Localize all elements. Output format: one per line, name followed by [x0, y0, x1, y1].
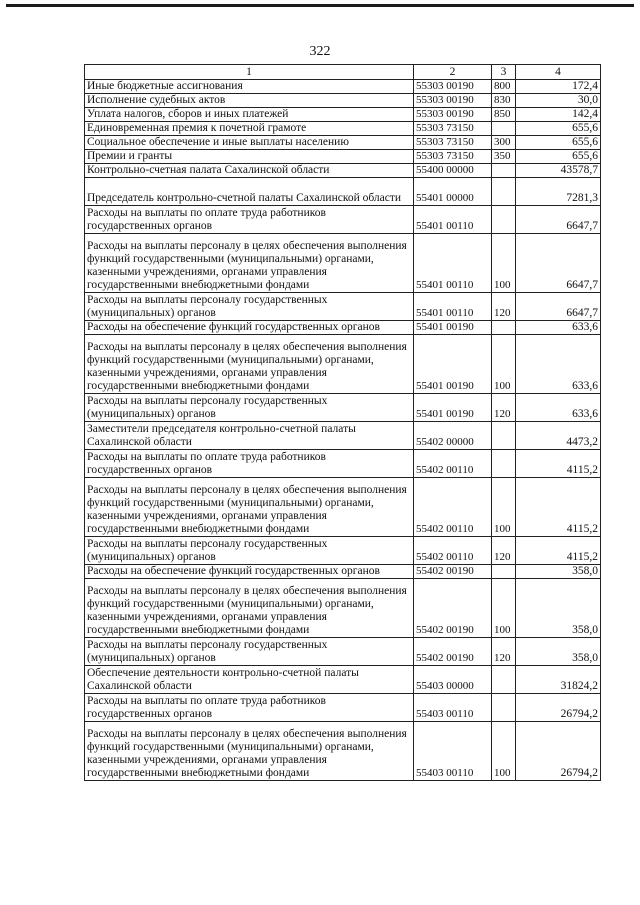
- row-code-cell: 55303 73150: [414, 136, 492, 150]
- row-amount-cell: 358,0: [516, 579, 601, 638]
- row-type-cell: 100: [492, 478, 516, 537]
- row-code-cell: 55303 00190: [414, 80, 492, 94]
- row-name-cell: Расходы на выплаты по оплате труда работников государственных органов: [85, 694, 414, 722]
- row-code-cell: 55303 73150: [414, 150, 492, 164]
- row-amount-cell: 633,6: [516, 321, 601, 335]
- row-name-cell: Расходы на выплаты персоналу государственных (муниципальных) органов: [85, 293, 414, 321]
- row-code-cell: 55403 00110: [414, 694, 492, 722]
- row-code-cell: 55303 00190: [414, 108, 492, 122]
- table-row: [85, 335, 601, 394]
- table-row: [85, 150, 601, 164]
- row-type-cell: 100: [492, 722, 516, 781]
- row-type-cell: [492, 666, 516, 694]
- row-code-cell: 55401 00110: [414, 206, 492, 234]
- row-amount-cell: 43578,7: [516, 164, 601, 178]
- row-code-cell: 55403 00110: [414, 722, 492, 781]
- row-amount-cell: 142,4: [516, 108, 601, 122]
- row-amount-cell: 633,6: [516, 335, 601, 394]
- table-row: [85, 108, 601, 122]
- table-row: [85, 422, 601, 450]
- row-code-cell: 55402 00110: [414, 537, 492, 565]
- table-row: [85, 178, 601, 206]
- row-amount-cell: 4473,2: [516, 422, 601, 450]
- row-name-cell: Расходы на выплаты персоналу государственных (муниципальных) органов: [85, 537, 414, 565]
- table-row: [85, 722, 601, 781]
- row-type-cell: 100: [492, 579, 516, 638]
- table-row: [85, 694, 601, 722]
- row-type-cell: 120: [492, 293, 516, 321]
- row-amount-cell: 655,6: [516, 122, 601, 136]
- row-type-cell: 120: [492, 638, 516, 666]
- row-code-cell: 55401 00000: [414, 178, 492, 206]
- row-name-cell: Расходы на выплаты по оплате труда работников государственных органов: [85, 450, 414, 478]
- row-type-cell: 800: [492, 80, 516, 94]
- row-name-cell: Расходы на выплаты по оплате труда работников государственных органов: [85, 206, 414, 234]
- row-amount-cell: 30,0: [516, 94, 601, 108]
- row-amount-cell: 26794,2: [516, 694, 601, 722]
- row-name-cell: Исполнение судебных актов: [85, 94, 414, 108]
- row-name-cell: Контрольно-счетная палата Сахалинской области: [85, 164, 414, 178]
- row-type-cell: [492, 450, 516, 478]
- page-number: 322: [309, 44, 331, 59]
- row-name-cell: Иные бюджетные ассигнования: [85, 80, 414, 94]
- header-cell-type: 3: [492, 65, 516, 80]
- row-name-cell: Заместители председателя контрольно-счетной палаты Сахалинской области: [85, 422, 414, 450]
- header-cell-amount: 4: [516, 65, 601, 80]
- table-row: [85, 122, 601, 136]
- row-name-cell: Расходы на выплаты персоналу в целях обеспечения выполнения функций государственными (муниципальными) органами, казенными учреждениями, органами управления государственными внебюджетными фондами: [85, 335, 414, 394]
- row-code-cell: 55401 00190: [414, 335, 492, 394]
- row-name-cell: Расходы на выплаты персоналу государственных (муниципальных) органов: [85, 394, 414, 422]
- table-body: [85, 80, 601, 781]
- row-amount-cell: 4115,2: [516, 478, 601, 537]
- row-type-cell: [492, 122, 516, 136]
- row-name-cell: Расходы на выплаты персоналу в целях обеспечения выполнения функций государственными (муниципальными) органами, казенными учреждениями, органами управления государственными внебюджетными фондами: [85, 579, 414, 638]
- row-code-cell: 55402 00000: [414, 422, 492, 450]
- table-row: [85, 293, 601, 321]
- row-name-cell: Расходы на обеспечение функций государственных органов: [85, 321, 414, 335]
- budget-table: [84, 64, 601, 781]
- row-code-cell: 55402 00190: [414, 638, 492, 666]
- row-code-cell: 55401 00110: [414, 293, 492, 321]
- row-amount-cell: 6647,7: [516, 206, 601, 234]
- table-row: [85, 234, 601, 293]
- row-type-cell: 300: [492, 136, 516, 150]
- row-amount-cell: 633,6: [516, 394, 601, 422]
- header-cell-code: 2: [414, 65, 492, 80]
- row-name-cell: Социальное обеспечение и иные выплаты населению: [85, 136, 414, 150]
- table-header-row: [85, 65, 601, 80]
- table-row: [85, 565, 601, 579]
- row-type-cell: 120: [492, 394, 516, 422]
- row-amount-cell: 358,0: [516, 565, 601, 579]
- row-amount-cell: 655,6: [516, 150, 601, 164]
- table-row: [85, 638, 601, 666]
- table-row: [85, 321, 601, 335]
- row-code-cell: 55402 00110: [414, 450, 492, 478]
- row-type-cell: [492, 321, 516, 335]
- row-code-cell: 55402 00190: [414, 579, 492, 638]
- row-amount-cell: 172,4: [516, 80, 601, 94]
- row-code-cell: 55402 00190: [414, 565, 492, 579]
- row-code-cell: 55401 00190: [414, 321, 492, 335]
- row-amount-cell: 4115,2: [516, 450, 601, 478]
- row-type-cell: [492, 178, 516, 206]
- row-name-cell: Расходы на выплаты персоналу в целях обеспечения выполнения функций государственными (муниципальными) органами, казенными учреждениями, органами управления государственными внебюджетными фондами: [85, 478, 414, 537]
- row-amount-cell: 31824,2: [516, 666, 601, 694]
- row-type-cell: 830: [492, 94, 516, 108]
- row-type-cell: 100: [492, 335, 516, 394]
- row-name-cell: Премии и гранты: [85, 150, 414, 164]
- row-name-cell: Расходы на выплаты персоналу в целях обеспечения выполнения функций государственными (муниципальными) органами, казенными учреждениями, органами управления государственными внебюджетными фондами: [85, 722, 414, 781]
- row-amount-cell: 6647,7: [516, 293, 601, 321]
- row-name-cell: Расходы на выплаты персоналу в целях обеспечения выполнения функций государственными (муниципальными) органами, казенными учреждениями, органами управления государственными внебюджетными фондами: [85, 234, 414, 293]
- table-row: [85, 206, 601, 234]
- row-amount-cell: 4115,2: [516, 537, 601, 565]
- row-type-cell: [492, 565, 516, 579]
- table-row: [85, 478, 601, 537]
- row-code-cell: 55402 00110: [414, 478, 492, 537]
- row-amount-cell: 6647,7: [516, 234, 601, 293]
- row-code-cell: 55303 00190: [414, 94, 492, 108]
- row-type-cell: [492, 206, 516, 234]
- row-amount-cell: 7281,3: [516, 178, 601, 206]
- row-name-cell: Председатель контрольно-счетной палаты Сахалинской области: [85, 178, 414, 206]
- row-code-cell: 55400 00000: [414, 164, 492, 178]
- row-name-cell: Уплата налогов, сборов и иных платежей: [85, 108, 414, 122]
- row-type-cell: 350: [492, 150, 516, 164]
- table-row: [85, 537, 601, 565]
- table-row: [85, 450, 601, 478]
- row-name-cell: Расходы на обеспечение функций государственных органов: [85, 565, 414, 579]
- row-amount-cell: 26794,2: [516, 722, 601, 781]
- row-name-cell: Расходы на выплаты персоналу государственных (муниципальных) органов: [85, 638, 414, 666]
- row-amount-cell: 358,0: [516, 638, 601, 666]
- row-code-cell: 55401 00110: [414, 234, 492, 293]
- row-type-cell: 100: [492, 234, 516, 293]
- row-type-cell: 850: [492, 108, 516, 122]
- table-row: [85, 94, 601, 108]
- header-cell-name: 1: [85, 65, 414, 80]
- table-row: [85, 80, 601, 94]
- row-name-cell: Единовременная премия к почетной грамоте: [85, 122, 414, 136]
- table-row: [85, 164, 601, 178]
- row-type-cell: [492, 694, 516, 722]
- row-type-cell: [492, 422, 516, 450]
- table-row: [85, 666, 601, 694]
- row-code-cell: 55401 00190: [414, 394, 492, 422]
- table-row: [85, 136, 601, 150]
- row-name-cell: Обеспечение деятельности контрольно-счетной палаты Сахалинской области: [85, 666, 414, 694]
- row-type-cell: [492, 164, 516, 178]
- table-row: [85, 579, 601, 638]
- top-border-line: [6, 4, 634, 7]
- row-code-cell: 55303 73150: [414, 122, 492, 136]
- row-code-cell: 55403 00000: [414, 666, 492, 694]
- table-row: [85, 394, 601, 422]
- row-type-cell: 120: [492, 537, 516, 565]
- row-amount-cell: 655,6: [516, 136, 601, 150]
